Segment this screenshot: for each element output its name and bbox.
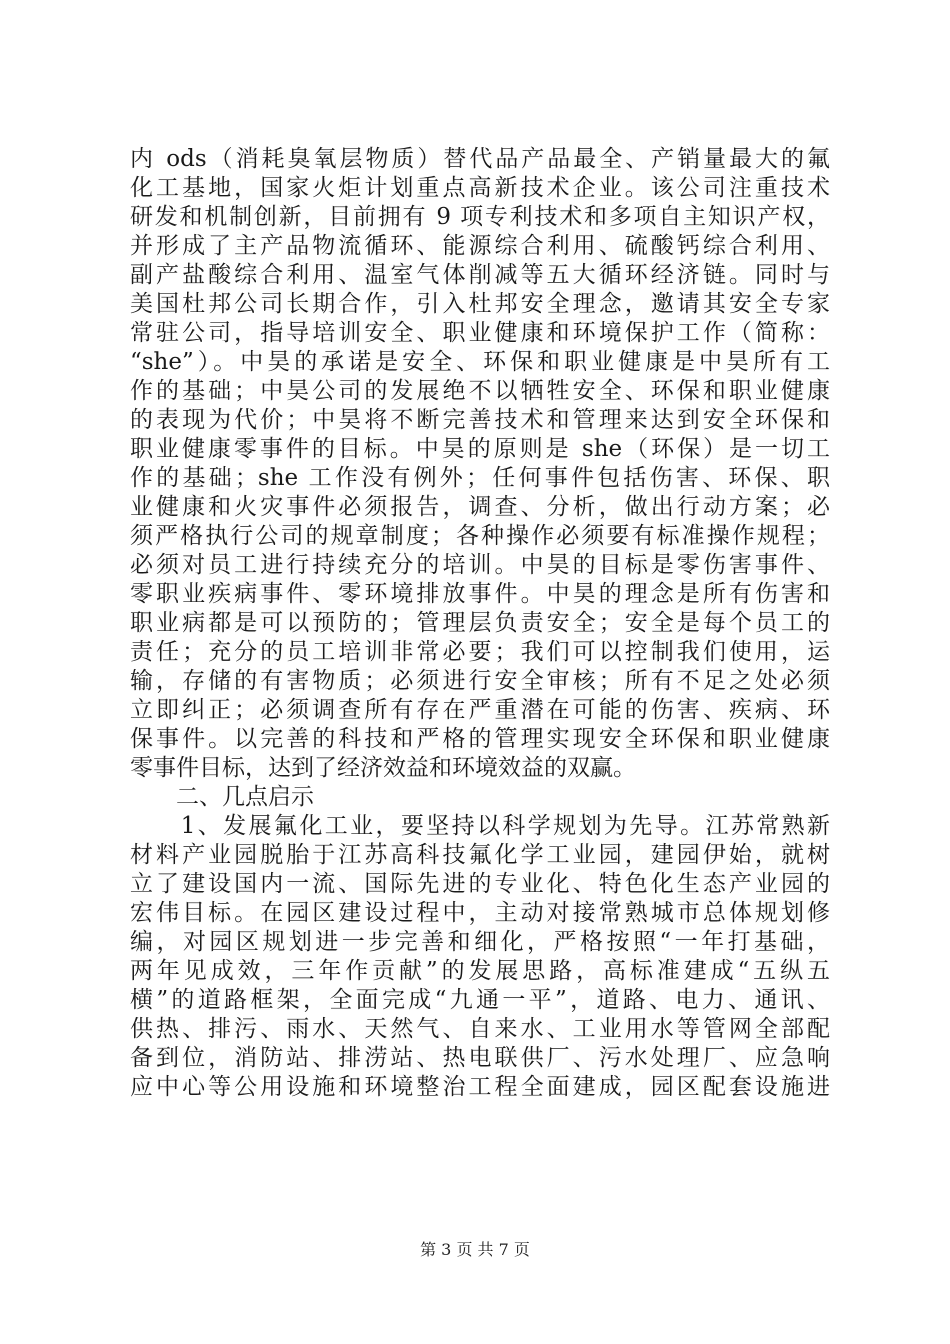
- text-line: 1、发展氟化工业，要坚持以科学规划为先导。江苏常熟新: [130, 813, 830, 839]
- text-line: 常驻公司，指导培训安全、职业健康和环境保护工作（简称：: [130, 320, 830, 346]
- text-line: 作的基础；中昊公司的发展绝不以牺牲安全、环保和职业健康: [130, 378, 830, 404]
- page-number-footer: 第 3 页 共 7 页: [420, 1240, 530, 1259]
- text-line: 的表现为代价；中昊将不断完善技术和管理来达到安全环保和: [130, 407, 830, 433]
- text-line: 编，对园区规划进一步完善和细化，严格按照“一年打基础，: [130, 929, 830, 955]
- text-line: 零职业疾病事件、零环境排放事件。中昊的理念是所有伤害和: [130, 581, 830, 607]
- text-line: 副产盐酸综合利用、温室气体削减等五大循环经济链。同时与: [130, 262, 830, 288]
- text-line: 必须对员工进行持续充分的培训。中昊的目标是零伤害事件、: [130, 552, 830, 578]
- text-line: 零事件目标，达到了经济效益和环境效益的双赢。: [130, 755, 636, 781]
- text-line: 研发和机制创新，目前拥有 9 项专利技术和多项自主知识产权，: [130, 204, 830, 230]
- text-line: 并形成了主产品物流循环、能源综合利用、硫酸钙综合利用、: [130, 233, 830, 259]
- text-line: 职业病都是可以预防的；管理层负责安全；安全是每个员工的: [130, 610, 830, 636]
- text-line: 职业健康零事件的目标。中昊的原则是 she（环保）是一切工: [130, 436, 830, 462]
- text-line: “she”）。中昊的承诺是安全、环保和职业健康是中昊所有工: [130, 349, 830, 375]
- text-line: 横”的道路框架，全面完成“九通一平”，道路、电力、通讯、: [130, 987, 830, 1013]
- text-line: 备到位，消防站、排涝站、热电联供厂、污水处理厂、应急响: [130, 1045, 830, 1071]
- text-line: 应中心等公用设施和环境整治工程全面建成，园区配套设施进: [130, 1074, 830, 1100]
- text-line: 作的基础；she 工作没有例外；任何事件包括伤害、环保、职: [130, 465, 830, 491]
- text-line: 宏伟目标。在园区建设过程中，主动对接常熟城市总体规划修: [130, 900, 830, 926]
- text-line: 化工基地，国家火炬计划重点高新技术企业。该公司注重技术: [130, 175, 830, 201]
- document-body: [130, 145, 830, 1102]
- text-line: 业健康和火灾事件必须报告，调查、分析，做出行动方案；必: [130, 494, 830, 520]
- text-line: 立了建设国内一流、国际先进的专业化、特色化生态产业园的: [130, 871, 830, 897]
- text-line: 内 ods（消耗臭氧层物质）替代品产品最全、产销量最大的氟: [130, 146, 830, 172]
- text-line: 立即纠正；必须调查所有存在严重潜在可能的伤害、疾病、环: [130, 697, 830, 723]
- text-line: 供热、排污、雨水、天然气、自来水、工业用水等管网全部配: [130, 1016, 830, 1042]
- text-line: 美国杜邦公司长期合作，引入杜邦安全理念，邀请其安全专家: [130, 291, 830, 317]
- text-line: 须严格执行公司的规章制度；各种操作必须要有标准操作规程；: [130, 523, 830, 549]
- section-heading: 二、几点启示: [130, 784, 314, 810]
- text-line: 两年见成效，三年作贡献”的发展思路，高标准建成“五纵五: [130, 958, 830, 984]
- text-line: 输，存储的有害物质；必须进行安全审核；所有不足之处必须: [130, 668, 830, 694]
- text-line: 责任；充分的员工培训非常必要；我们可以控制我们使用，运: [130, 639, 830, 665]
- text-line: 材料产业园脱胎于江苏高科技氟化学工业园，建园伊始，就树: [130, 842, 830, 868]
- text-line: 保事件。以完善的科技和严格的管理实现安全环保和职业健康: [130, 726, 830, 752]
